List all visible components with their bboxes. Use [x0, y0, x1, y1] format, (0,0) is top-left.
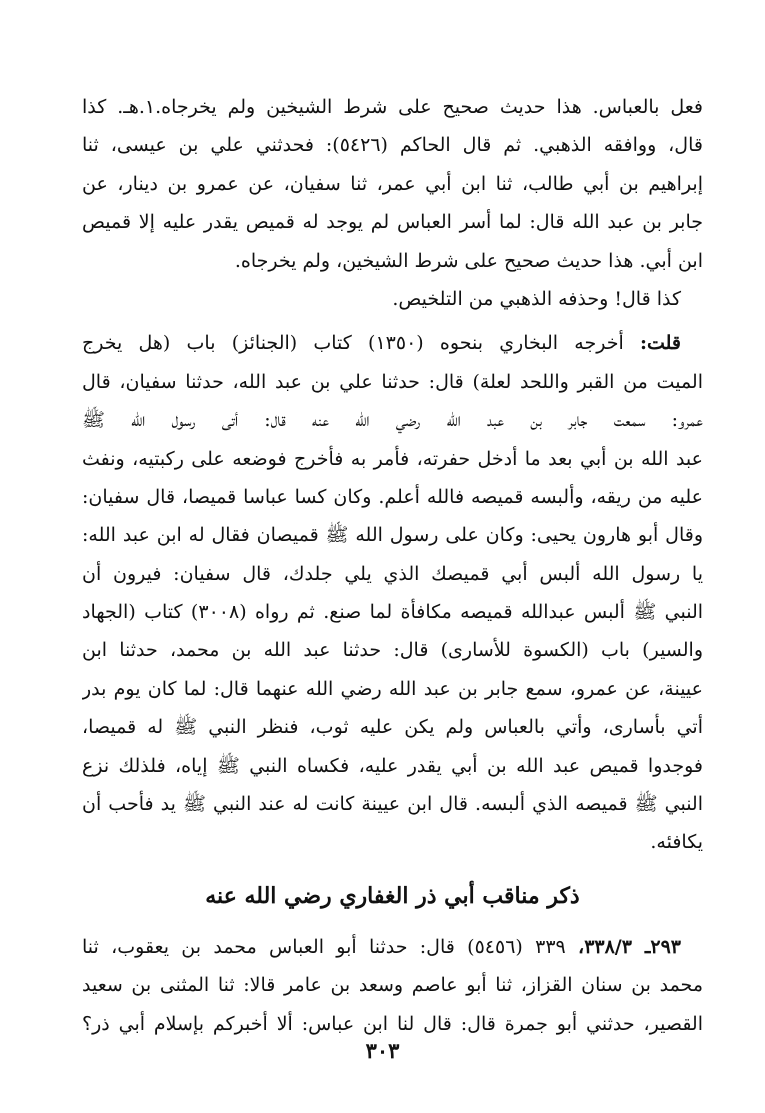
paragraph-3-line-14: يكافئه. — [650, 831, 703, 854]
paragraph-3-line-4: عبد الله بن أبي بعد ما أدخل حفرته، فأمر به فأخرج فوضعه على ركبتيه، ونفث — [82, 447, 703, 470]
hadith-number: ٢٩٣ـ ٣٣٨/٣، — [578, 935, 682, 958]
section-heading: ذكر مناقب أبي ذر الغفاري رضي الله عنه — [205, 882, 580, 909]
paragraph-2 — [82, 280, 703, 318]
paragraph-4-line-1-text: ٣٣٩ (٥٤٥٦) قال: حدثنا أبو العباس محمد بن يعقوب، ثنا — [82, 935, 579, 958]
paragraph-1 — [82, 88, 703, 280]
page-number: ٣٠٣ — [365, 1038, 400, 1063]
paragraph-4 — [82, 928, 703, 1043]
paragraph-4-line-1 — [82, 928, 703, 966]
paragraph-3-lead: قلت: — [639, 332, 681, 355]
paragraph-2-line-1: كذا قال! وحذفه الذهبي من التلخيص. — [392, 287, 681, 310]
paragraph-1-line-1: فعل بالعباس. هذا حديث صحيح على شرط الشيخين ولم يخرجاه.١.هـ. كذا — [82, 96, 703, 118]
paragraph-3-line-1-text: أخرجه البخاري بنحوه (١٣٥٠) كتاب (الجنائز) باب (هل يخرج — [82, 332, 640, 355]
paragraph-3-line-5: عليه من ريقه، وألبسه قميصه فالله أعلم. وكان كسا عباسا قميصا، قال سفيان: — [82, 485, 703, 508]
paragraph-3-line-11: أتي بأسارى، وأتي بالعباس ولم يكن عليه ثوب، فنظر النبي ﷺ له قميصا، — [82, 716, 703, 739]
paragraph-3-line-8: النبي ﷺ ألبس عبدالله قميصه مكافأة لما صنع. ثم رواه (٣٠٠٨) كتاب (الجهاد — [82, 601, 703, 624]
paragraph-1-line-4: جابر بن عبد الله قال: لما أسر العباس لم يوجد له قميص يقدر عليه إلا قميص — [82, 211, 703, 234]
paragraph-3-line-10: عيينة، عن عمرو، سمع جابر بن عبد الله رضي الله عنهما قال: لما كان يوم بدر — [82, 677, 703, 700]
page-body — [82, 88, 703, 1043]
paragraph-3-line-7: يا رسول الله ألبس أبي قميصك الذي يلي جلدك، قال سفيان: فيرون أن — [82, 562, 703, 585]
paragraph-3-line-3: عمرو: سمعت جابر بن عبد الله رضي الله عنه قال: أتى رسول الله ﷺ — [82, 409, 703, 432]
paragraph-3 — [82, 324, 703, 861]
paragraph-1-line-3: إبراهيم بن أبي طالب، ثنا ابن أبي عمر، ثنا سفيان، عن عمرو بن دينار، عن — [82, 172, 703, 195]
paragraph-3-line-6: وقال أبو هارون يحيى: وكان على رسول الله ﷺ قميصان فقال له ابن عبد الله: — [82, 524, 703, 547]
paragraph-3-line-9: والسير) باب (الكسوة للأسارى) قال: حدثنا عبد الله بن محمد، حدثنا ابن — [82, 639, 703, 662]
paragraph-3-line-1 — [82, 324, 703, 362]
paragraph-3-line-13: النبي ﷺ قميصه الذي ألبسه. قال ابن عيينة كانت له عند النبي ﷺ يد فأحب أن — [82, 793, 703, 816]
paragraph-3-line-2: الميت من القبر واللحد لعلة) قال: حدثنا علي بن عبد الله، حدثنا سفيان، قال — [82, 370, 703, 393]
paragraph-1-line-2: قال، ووافقه الذهبي. ثم قال الحاكم (٥٤٢٦): فحدثني علي بن عيسى، ثنا — [82, 134, 703, 157]
paragraph-3-line-12: فوجدوا قميص عبد الله بن أبي يقدر عليه، فكساه النبي ﷺ إياه، فلذلك نزع — [82, 754, 703, 777]
paragraph-4-line-2: محمد بن سنان القزاز، ثنا أبو عاصم وسعد بن عامر قالا: ثنا المثنى بن سعيد — [82, 974, 703, 997]
paragraph-1-line-5: ابن أبي. هذا حديث صحيح على شرط الشيخين، ولم يخرجاه. — [234, 249, 703, 272]
paragraph-4-line-3: القصير، حدثني أبو جمرة قال: قال لنا ابن عباس: ألا أخبركم بإسلام أبي ذر؟ — [82, 1012, 703, 1035]
